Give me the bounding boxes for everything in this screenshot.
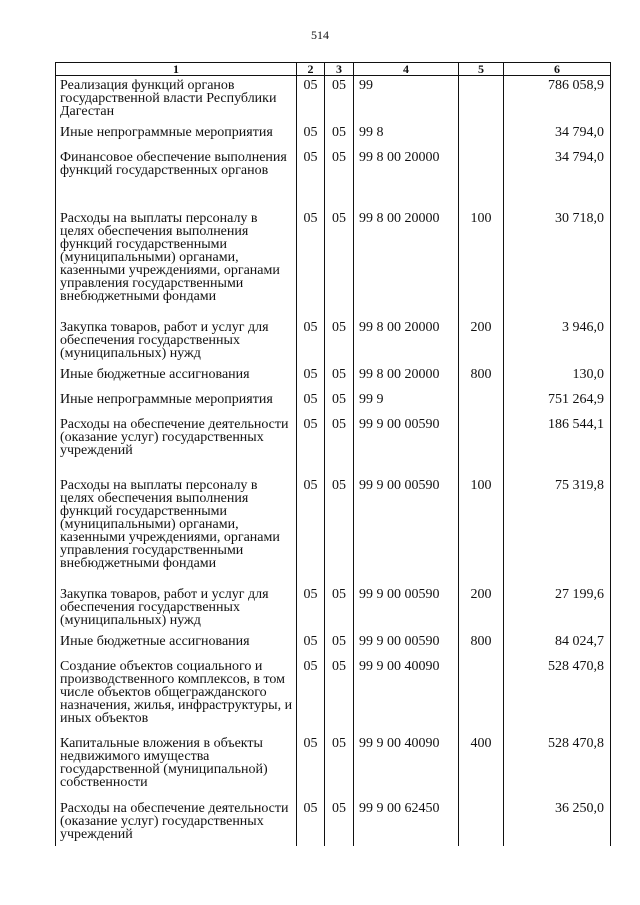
row-csr: 99 8 00 20000 [354, 209, 459, 318]
row-amount: 3 946,0 [504, 318, 611, 365]
row-rz: 05 [297, 657, 325, 734]
col-header-1: 1 [56, 63, 297, 76]
col-header-4: 4 [354, 63, 459, 76]
row-name: Закупка товаров, работ и услуг для обеспечения государственных (муниципальных) нужд [56, 585, 297, 632]
row-amount: 186 544,1 [504, 415, 611, 476]
row-pr: 05 [325, 585, 354, 632]
row-name: Иные непрограммные мероприятия [56, 390, 297, 415]
row-name: Иные бюджетные ассигнования [56, 365, 297, 390]
row-amount: 34 794,0 [504, 123, 611, 148]
table-row [56, 123, 611, 148]
header-row [56, 63, 611, 76]
row-name: Иные непрограммные мероприятия [56, 123, 297, 148]
table-row [56, 76, 611, 124]
table-row [56, 365, 611, 390]
row-csr: 99 9 00 00590 [354, 632, 459, 657]
table-row [56, 209, 611, 318]
row-pr: 05 [325, 799, 354, 846]
row-vr: 800 [459, 632, 504, 657]
page-number: 514 [311, 28, 329, 42]
budget-table [55, 62, 611, 846]
row-rz: 05 [297, 476, 325, 585]
row-vr: 100 [459, 476, 504, 585]
row-rz: 05 [297, 209, 325, 318]
col-header-5: 5 [459, 63, 504, 76]
table-row [56, 585, 611, 632]
table-row [56, 415, 611, 476]
row-amount: 34 794,0 [504, 148, 611, 209]
col-header-2: 2 [297, 63, 325, 76]
row-name: Реализация функций органов государственной власти Республики Дагестан [56, 76, 297, 124]
row-vr: 200 [459, 318, 504, 365]
row-csr: 99 9 00 00590 [354, 585, 459, 632]
row-csr: 99 9 00 00590 [354, 415, 459, 476]
row-pr: 05 [325, 476, 354, 585]
row-csr: 99 [354, 76, 459, 124]
row-amount: 75 319,8 [504, 476, 611, 585]
row-name: Расходы на обеспечение деятельности (оказание услуг) государственных учреждений [56, 799, 297, 846]
row-amount: 786 058,9 [504, 76, 611, 124]
row-pr: 05 [325, 657, 354, 734]
row-pr: 05 [325, 365, 354, 390]
row-vr [459, 657, 504, 734]
row-rz: 05 [297, 148, 325, 209]
col-header-6: 6 [504, 63, 611, 76]
row-rz: 05 [297, 123, 325, 148]
row-rz: 05 [297, 585, 325, 632]
row-vr [459, 123, 504, 148]
row-pr: 05 [325, 76, 354, 124]
row-name: Капитальные вложения в объекты недвижимого имущества государственной (муниципальной) собственности [56, 734, 297, 799]
row-amount: 130,0 [504, 365, 611, 390]
row-csr: 99 8 00 20000 [354, 365, 459, 390]
row-vr: 200 [459, 585, 504, 632]
row-rz: 05 [297, 76, 325, 124]
row-pr: 05 [325, 318, 354, 365]
row-name: Расходы на обеспечение деятельности (оказание услуг) государственных учреждений [56, 415, 297, 476]
row-pr: 05 [325, 148, 354, 209]
row-rz: 05 [297, 318, 325, 365]
row-csr: 99 8 00 20000 [354, 148, 459, 209]
table-row [56, 734, 611, 799]
table-row [56, 799, 611, 846]
row-pr: 05 [325, 632, 354, 657]
col-header-3: 3 [325, 63, 354, 76]
row-amount: 84 024,7 [504, 632, 611, 657]
row-vr [459, 76, 504, 124]
row-vr: 100 [459, 209, 504, 318]
row-vr [459, 799, 504, 846]
row-name: Закупка товаров, работ и услуг для обеспечения государственных (муниципальных) нужд [56, 318, 297, 365]
row-name: Расходы на выплаты персоналу в целях обеспечения выполнения функций государственными (муниципальными) органами, казенными учреждениями, органами управления государственными внебюджетными фондами [56, 209, 297, 318]
row-vr: 800 [459, 365, 504, 390]
row-rz: 05 [297, 799, 325, 846]
row-name: Расходы на выплаты персоналу в целях обеспечения выполнения функций государственными (муниципальными) органами, казенными учреждениями, органами управления государственными внебюджетными фондами [56, 476, 297, 585]
row-amount: 36 250,0 [504, 799, 611, 846]
row-rz: 05 [297, 734, 325, 799]
table-row [56, 148, 611, 209]
row-pr: 05 [325, 209, 354, 318]
row-vr: 400 [459, 734, 504, 799]
row-vr [459, 390, 504, 415]
table-row [56, 318, 611, 365]
row-rz: 05 [297, 390, 325, 415]
row-csr: 99 9 00 00590 [354, 476, 459, 585]
row-vr [459, 148, 504, 209]
row-amount: 528 470,8 [504, 734, 611, 799]
row-rz: 05 [297, 632, 325, 657]
row-amount: 528 470,8 [504, 657, 611, 734]
row-csr: 99 9 00 40090 [354, 734, 459, 799]
row-csr: 99 9 [354, 390, 459, 415]
row-vr [459, 415, 504, 476]
row-amount: 27 199,6 [504, 585, 611, 632]
row-csr: 99 8 [354, 123, 459, 148]
row-rz: 05 [297, 415, 325, 476]
table-row [56, 657, 611, 734]
table-row [56, 476, 611, 585]
row-name: Иные бюджетные ассигнования [56, 632, 297, 657]
row-csr: 99 9 00 40090 [354, 657, 459, 734]
table-row [56, 632, 611, 657]
row-csr: 99 8 00 20000 [354, 318, 459, 365]
row-amount: 30 718,0 [504, 209, 611, 318]
table-row [56, 390, 611, 415]
row-pr: 05 [325, 415, 354, 476]
row-rz: 05 [297, 365, 325, 390]
row-amount: 751 264,9 [504, 390, 611, 415]
row-name: Финансовое обеспечение выполнения функций государственных органов [56, 148, 297, 209]
row-pr: 05 [325, 734, 354, 799]
row-csr: 99 9 00 62450 [354, 799, 459, 846]
row-pr: 05 [325, 390, 354, 415]
row-pr: 05 [325, 123, 354, 148]
row-name: Создание объектов социального и производственного комплексов, в том числе объектов общегражданского назначения, жилья, инфраструктуры, и иных объектов [56, 657, 297, 734]
